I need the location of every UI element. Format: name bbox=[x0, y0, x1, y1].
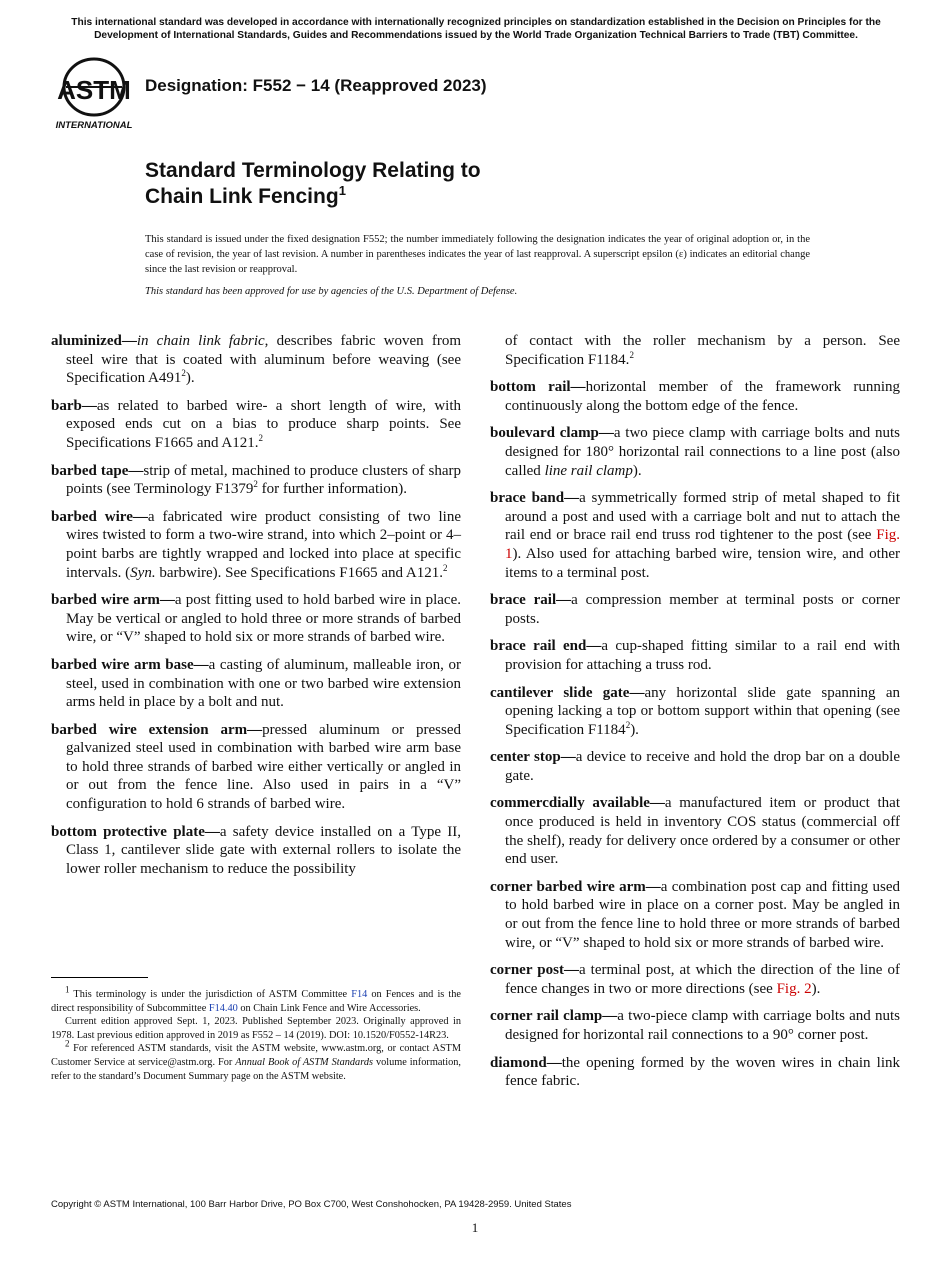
entry-barbed-wire-extension-arm: barbed wire extension arm—pressed aluminum or pressed galvanized steel used in combination with barbed wire arm base to hold three strands of barbed wire either vertically or angled in or out from the fence line. Also used in pairs in a “V” configuration to hold 6 strands of barbed wire. bbox=[51, 721, 461, 813]
logo-letters: ASTM bbox=[57, 75, 131, 105]
footnote-1: $^1$ This terminology is under the jurisdiction of ASTM Committee F14 on Fences and is the direct responsibility of Subcommittee F14.40 on Chain Link Fence and Wire Accessories. bbox=[51, 984, 461, 1014]
right-column bbox=[490, 332, 900, 1100]
entry-barbed-wire-arm: barbed wire arm—a post fitting used to hold barbed wire in place. May be vertical or angled to hold three or more strands of barbed wire, or “V” shaped to hold six or more strands of barbed wire. bbox=[51, 592, 461, 646]
title-line1: Standard Terminology Relating to bbox=[145, 159, 481, 182]
page-number: 1 bbox=[471, 1220, 479, 1235]
entry-barbed-wire-arm-base: barbed wire arm base—a casting of aluminum, malleable iron, or steel, used in combination with one or two barbed wire extension arms held in place by a bolt and nut. bbox=[51, 656, 461, 711]
link-f14[interactable]: F14 bbox=[351, 989, 368, 1000]
astm-logo-icon bbox=[52, 56, 136, 132]
footnote-divider bbox=[51, 977, 148, 978]
link-f14-40[interactable]: F14.40 bbox=[208, 1002, 238, 1014]
entry-aluminized: aluminized—in chain link fabric, describes fabric woven from steel wire that is coated with aluminum before weaving (see Specification $A491^2$). bbox=[51, 333, 461, 387]
entry-corner-rail-clamp: corner rail clamp—a two-piece clamp with carriage bolts and nuts designed for horizontal rail connections to a 90° corner post. bbox=[490, 1008, 900, 1043]
footnote-2: $^2$ For referenced ASTM standards, visit the ASTM website, www.astm.org, or contact ASTM Customer Service at service@astm.org. For Annual Book of ASTM Standards volume information, refer to the standard’s Document Summary page on the ASTM website. bbox=[51, 1038, 461, 1082]
edition-note: Current edition approved Sept. 1, 2023. Published September 2023. Originally approved in 1978. Last previous edition approved in 2019 as F552 – 14 (2019). DOI: 10.1520/F0552-14R23. bbox=[51, 1016, 461, 1041]
entry-commercially-available: commercdially available—a manufactured item or product that once produced is held in inventory COS status (commercial off the shelf), ready for delivery once ordered by a consumer or other end user. bbox=[490, 795, 900, 868]
entry-barb: barb—as related to barbed wire- a short length of wire, with exposed ends cut on a bias to produce sharp points. See Specifications F1665 and A121.$^2$ bbox=[51, 397, 461, 451]
tbt-notice: This international standard was developed in accordance with internationally recognized principles on standardization established in the Decision on Principles for the Development of International Standards, Guides and Recommendations issued by the World Trade Organization Technical Barriers to Trade (TBT) Committee. bbox=[71, 17, 881, 41]
entry-barbed-wire: barbed wire—a fabricated wire product consisting of two line wires twisted to form a two-wire strand, into which 2–point or 4–point barbs are tightly wrapped and locked into place at specific intervals. (Syn. barbwire). See Specifications F1665 and A121.$^2$ bbox=[51, 508, 461, 581]
fig1-link[interactable]: Fig. 1 bbox=[505, 527, 900, 562]
fig2-link[interactable]: Fig. 2 bbox=[776, 980, 812, 997]
title-footnote: 1 bbox=[338, 183, 346, 198]
entry-corner-post: corner post—a terminal post, at which the direction of the line of fence changes in two or more directions (see Fig. 2). bbox=[490, 962, 900, 997]
defense-note: This standard has been approved for use by agencies of the U.S. Department of Defense. bbox=[145, 286, 518, 297]
entry-barbed-tape: barbed tape—strip of metal, machined to produce clusters of sharp points (see Terminology F1379$^2$ for further information). bbox=[51, 462, 461, 498]
entry-brace-band: brace band—a symmetrically formed strip of metal shaped to fit around a post and used with a carriage bolt and nut to attach the rail end or brace rail end truss rod tightener to the post (see Fig. 1). Also used for attaching barbed wire, tension wire, and other items to a terminal post. bbox=[490, 490, 900, 581]
entry-center-stop: center stop—a device to receive and hold the drop bar on a double gate. bbox=[490, 749, 900, 784]
logo-org: INTERNATIONAL bbox=[55, 120, 133, 131]
page-title bbox=[145, 158, 481, 210]
entry-brace-rail: brace rail—a compression member at terminal posts or corner posts. bbox=[490, 592, 900, 627]
copyright: Copyright © ASTM International, 100 Barr Harbor Drive, PO Box C700, West Conshohocken, PA 19428-2959. United States bbox=[51, 1199, 572, 1210]
entry-corner-barbed-wire-arm: corner barbed wire arm—a combination post cap and fitting used to hold barbed wire in place on a corner post. May be angled in or out from the fence line to hold three or more strands of barbed wire, or “V” shaped to hold six or more strands of barbed wire. bbox=[490, 878, 900, 951]
entry-brace-rail-end: brace rail end—a cup-shaped fitting similar to a rail end with provision for attaching a truss rod. bbox=[490, 638, 900, 673]
entry-bottom-protective-plate-cont: of contact with the roller mechanism by a person. See Specification F1184.$^2$ bbox=[505, 333, 900, 368]
entry-boulevard-clamp: boulevard clamp—a two piece clamp with carriage bolts and nuts designed for 180° horizontal rail connections to a line post (also called line rail clamp). bbox=[490, 425, 900, 479]
designation: Designation: F552 − 14 (Reapproved 2023) bbox=[145, 76, 487, 95]
issued-note: This standard is issued under the fixed designation F552; the number immediately following the designation indicates the year of original adoption or, in the case of revision, the year of last revision. A number in parentheses indicates the year of last reapproval. A superscript epsilon (ε) indicates an editorial change since the last revision or reapproval. bbox=[145, 234, 810, 275]
left-column bbox=[51, 332, 461, 887]
entry-cantilever-slide-gate: cantilever slide gate—any horizontal slide gate spanning an opening lacking a top or bottom support within that opening (see Specification F1184$^2$). bbox=[490, 684, 901, 738]
entry-bottom-protective-plate: bottom protective plate—a safety device installed on a Type II, Class 1, cantilever slide gate with external rollers to isolate the lower roller mechanism to reduce the possibility bbox=[51, 823, 461, 877]
entry-bottom-rail: bottom rail—horizontal member of the framework running continuously along the bottom edge of the fence. bbox=[490, 379, 900, 414]
footnotes bbox=[51, 984, 461, 1083]
entry-diamond: diamond—the opening formed by the woven wires in chain link fence fabric. bbox=[490, 1054, 900, 1090]
title-line2: Chain Link Fencing bbox=[145, 185, 339, 208]
